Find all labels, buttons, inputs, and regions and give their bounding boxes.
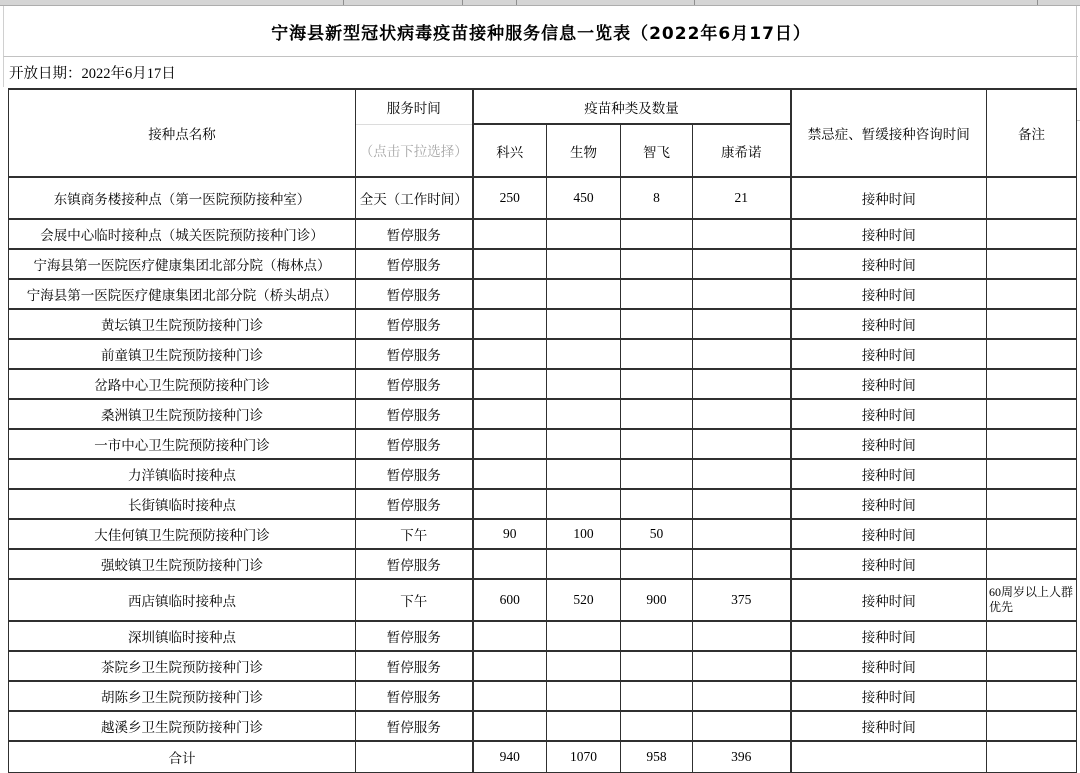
remark-cell	[987, 309, 1077, 339]
consult-time-link-cell[interactable]: 接种时间	[791, 681, 987, 711]
header-remark: 备注	[987, 89, 1077, 177]
zhifei-count-cell	[621, 249, 693, 279]
shengwu-count-cell	[547, 399, 621, 429]
service-time-dropdown-cell[interactable]: 暂停服务	[356, 399, 473, 429]
kexing-count-cell	[473, 459, 547, 489]
remark-cell	[987, 741, 1077, 773]
zhifei-count-cell: 900	[621, 579, 693, 621]
zhifei-count-cell	[621, 339, 693, 369]
remark-cell	[987, 621, 1077, 651]
service-time-dropdown-cell[interactable]: 全天（工作时间）	[356, 177, 473, 219]
gridline-tick	[516, 0, 517, 5]
kangxinuo-count-cell	[693, 459, 791, 489]
zhifei-count-cell	[621, 549, 693, 579]
consult-time-link-cell[interactable]: 接种时间	[791, 621, 987, 651]
table-row-total	[9, 741, 1077, 773]
zhifei-count-cell	[621, 621, 693, 651]
service-time-dropdown-cell[interactable]: 暂停服务	[356, 621, 473, 651]
site-name-cell: 宁海县第一医院医疗健康集团北部分院（桥头胡点）	[9, 279, 356, 309]
site-name-cell: 长街镇临时接种点	[9, 489, 356, 519]
table-row	[9, 519, 1077, 549]
site-name-cell: 西店镇临时接种点	[9, 579, 356, 621]
kexing-count-cell	[473, 429, 547, 459]
kexing-count-cell: 600	[473, 579, 547, 621]
service-time-dropdown-cell[interactable]: 暂停服务	[356, 651, 473, 681]
consult-time-link-cell[interactable]: 接种时间	[791, 489, 987, 519]
kangxinuo-count-cell: 375	[693, 579, 791, 621]
header-service-time: 服务时间	[356, 89, 473, 124]
service-time-dropdown-cell[interactable]: 暂停服务	[356, 549, 473, 579]
consult-time-link-cell[interactable]: 接种时间	[791, 429, 987, 459]
zhifei-count-cell: 8	[621, 177, 693, 219]
consult-time-link-cell[interactable]: 接种时间	[791, 519, 987, 549]
kexing-count-cell	[473, 249, 547, 279]
consult-time-link-cell[interactable]: 接种时间	[791, 219, 987, 249]
consult-time-link-cell[interactable]: 接种时间	[791, 249, 987, 279]
service-time-dropdown-cell[interactable]: 暂停服务	[356, 369, 473, 399]
gridline-tick	[694, 0, 695, 5]
remark-cell	[987, 219, 1077, 249]
consult-time-link-cell[interactable]: 接种时间	[791, 309, 987, 339]
header-vaccine-group: 疫苗种类及数量	[473, 89, 791, 124]
remark-cell	[987, 489, 1077, 519]
kangxinuo-count-cell	[693, 711, 791, 741]
remark-cell	[987, 177, 1077, 219]
remark-cell	[987, 369, 1077, 399]
remark-cell	[987, 399, 1077, 429]
shengwu-count-cell	[547, 489, 621, 519]
zhifei-count-cell	[621, 681, 693, 711]
kexing-count-cell: 940	[473, 741, 547, 773]
site-name-cell: 前童镇卫生院预防接种门诊	[9, 339, 356, 369]
table-row	[9, 399, 1077, 429]
site-name-cell: 胡陈乡卫生院预防接种门诊	[9, 681, 356, 711]
shengwu-count-cell	[547, 459, 621, 489]
header-vaccine-shengwu: 生物	[547, 124, 621, 177]
table-row	[9, 711, 1077, 741]
consult-time-link-cell[interactable]	[791, 741, 987, 773]
kangxinuo-count-cell: 21	[693, 177, 791, 219]
zhifei-count-cell	[621, 279, 693, 309]
shengwu-count-cell: 100	[547, 519, 621, 549]
zhifei-count-cell	[621, 219, 693, 249]
header-service-dropdown-hint: （点击下拉选择）	[356, 124, 473, 177]
table-row	[9, 339, 1077, 369]
table-row	[9, 621, 1077, 651]
zhifei-count-cell: 958	[621, 741, 693, 773]
service-time-dropdown-cell[interactable]: 暂停服务	[356, 429, 473, 459]
consult-time-link-cell[interactable]: 接种时间	[791, 651, 987, 681]
kangxinuo-count-cell	[693, 249, 791, 279]
kexing-count-cell	[473, 651, 547, 681]
table-row	[9, 681, 1077, 711]
table-row	[9, 459, 1077, 489]
shengwu-count-cell	[547, 339, 621, 369]
kangxinuo-count-cell	[693, 339, 791, 369]
kangxinuo-count-cell	[693, 429, 791, 459]
gridline-tick	[343, 0, 344, 5]
service-time-dropdown-cell[interactable]: 暂停服务	[356, 339, 473, 369]
kexing-count-cell	[473, 711, 547, 741]
service-time-dropdown-cell[interactable]: 下午	[356, 579, 473, 621]
consult-time-link-cell[interactable]: 接种时间	[791, 279, 987, 309]
service-time-dropdown-cell[interactable]: 暂停服务	[356, 309, 473, 339]
consult-time-link-cell[interactable]: 接种时间	[791, 459, 987, 489]
site-name-cell: 越溪乡卫生院预防接种门诊	[9, 711, 356, 741]
kangxinuo-count-cell	[693, 681, 791, 711]
service-time-dropdown-cell[interactable]: 暂停服务	[356, 219, 473, 249]
service-time-dropdown-cell[interactable]: 暂停服务	[356, 279, 473, 309]
vaccine-info-table	[8, 88, 1077, 773]
service-time-dropdown-cell[interactable]: 暂停服务	[356, 249, 473, 279]
consult-time-link-cell[interactable]: 接种时间	[791, 369, 987, 399]
kexing-count-cell	[473, 399, 547, 429]
shengwu-count-cell	[547, 621, 621, 651]
shengwu-count-cell: 520	[547, 579, 621, 621]
zhifei-count-cell	[621, 651, 693, 681]
site-name-cell: 东镇商务楼接种点（第一医院预防接种室）	[9, 177, 356, 219]
remark-cell	[987, 519, 1077, 549]
kangxinuo-count-cell	[693, 279, 791, 309]
zhifei-count-cell	[621, 711, 693, 741]
shengwu-count-cell	[547, 309, 621, 339]
site-name-cell: 黄坛镇卫生院预防接种门诊	[9, 309, 356, 339]
table-row	[9, 549, 1077, 579]
consult-time-link-cell[interactable]: 接种时间	[791, 549, 987, 579]
kexing-count-cell: 90	[473, 519, 547, 549]
gridline-tick	[462, 0, 463, 5]
table-row	[9, 249, 1077, 279]
header-row-top	[9, 89, 1077, 124]
consult-time-link-cell[interactable]: 接种时间	[791, 177, 987, 219]
header-vaccine-kexing: 科兴	[473, 124, 547, 177]
kangxinuo-count-cell	[693, 519, 791, 549]
header-site-name: 接种点名称	[9, 89, 356, 177]
service-time-dropdown-cell[interactable]: 暂停服务	[356, 711, 473, 741]
kexing-count-cell	[473, 309, 547, 339]
header-consult-time: 禁忌症、暂缓接种咨询时间	[791, 89, 987, 177]
kexing-count-cell	[473, 219, 547, 249]
remark-cell	[987, 249, 1077, 279]
kangxinuo-count-cell	[693, 549, 791, 579]
shengwu-count-cell: 450	[547, 177, 621, 219]
kangxinuo-count-cell	[693, 489, 791, 519]
kangxinuo-count-cell	[693, 621, 791, 651]
site-name-cell: 大佳何镇卫生院预防接种门诊	[9, 519, 356, 549]
zhifei-count-cell	[621, 429, 693, 459]
kexing-count-cell	[473, 621, 547, 651]
site-name-cell: 一市中心卫生院预防接种门诊	[9, 429, 356, 459]
table-row	[9, 429, 1077, 459]
shengwu-count-cell	[547, 549, 621, 579]
kexing-count-cell: 250	[473, 177, 547, 219]
gridline-tick	[1037, 0, 1038, 5]
site-name-cell: 合计	[9, 741, 356, 773]
header-vaccine-kangxinuo: 康希诺	[693, 124, 791, 177]
table-row	[9, 579, 1077, 621]
table-row	[9, 369, 1077, 399]
table-body	[9, 177, 1077, 773]
table-row	[9, 651, 1077, 681]
service-time-dropdown-cell[interactable]: 暂停服务	[356, 681, 473, 711]
shengwu-count-cell	[547, 651, 621, 681]
remark-cell: 60周岁以上人群优先	[987, 579, 1077, 621]
service-time-dropdown-cell[interactable]: 下午	[356, 519, 473, 549]
title-band	[3, 6, 1078, 57]
table-row	[9, 489, 1077, 519]
kangxinuo-count-cell	[693, 309, 791, 339]
site-name-cell: 宁海县第一医院医疗健康集团北部分院（梅林点）	[9, 249, 356, 279]
shengwu-count-cell	[547, 369, 621, 399]
site-name-cell: 桑洲镇卫生院预防接种门诊	[9, 399, 356, 429]
service-time-dropdown-cell[interactable]	[356, 741, 473, 773]
remark-cell	[987, 651, 1077, 681]
kexing-count-cell	[473, 279, 547, 309]
site-name-cell: 强蛟镇卫生院预防接种门诊	[9, 549, 356, 579]
kexing-count-cell	[473, 681, 547, 711]
shengwu-count-cell	[547, 219, 621, 249]
table-row	[9, 219, 1077, 249]
service-time-dropdown-cell[interactable]: 暂停服务	[356, 489, 473, 519]
remark-cell	[987, 279, 1077, 309]
table-row	[9, 279, 1077, 309]
zhifei-count-cell	[621, 309, 693, 339]
kangxinuo-count-cell	[693, 399, 791, 429]
site-name-cell: 茶院乡卫生院预防接种门诊	[9, 651, 356, 681]
consult-time-link-cell[interactable]: 接种时间	[791, 579, 987, 621]
consult-time-link-cell[interactable]: 接种时间	[791, 711, 987, 741]
table-row	[9, 309, 1077, 339]
zhifei-count-cell: 50	[621, 519, 693, 549]
shengwu-count-cell	[547, 279, 621, 309]
kangxinuo-count-cell	[693, 219, 791, 249]
zhifei-count-cell	[621, 489, 693, 519]
table-row	[9, 177, 1077, 219]
kangxinuo-count-cell: 396	[693, 741, 791, 773]
remark-cell	[987, 711, 1077, 741]
kexing-count-cell	[473, 369, 547, 399]
zhifei-count-cell	[621, 369, 693, 399]
shengwu-count-cell	[547, 429, 621, 459]
remark-cell	[987, 681, 1077, 711]
header-vaccine-zhifei: 智飞	[621, 124, 693, 177]
kexing-count-cell	[473, 489, 547, 519]
site-name-cell: 力洋镇临时接种点	[9, 459, 356, 489]
shengwu-count-cell: 1070	[547, 741, 621, 773]
service-time-dropdown-cell[interactable]: 暂停服务	[356, 459, 473, 489]
zhifei-count-cell	[621, 459, 693, 489]
shengwu-count-cell	[547, 681, 621, 711]
kexing-count-cell	[473, 549, 547, 579]
site-name-cell: 岔路中心卫生院预防接种门诊	[9, 369, 356, 399]
page-title: 宁海县新型冠状病毒疫苗接种服务信息一览表（2022年6月17日）	[271, 23, 811, 44]
kangxinuo-count-cell	[693, 369, 791, 399]
kangxinuo-count-cell	[693, 651, 791, 681]
site-name-cell: 会展中心临时接种点（城关医院预防接种门诊）	[9, 219, 356, 249]
remark-cell	[987, 429, 1077, 459]
open-date-label: 开放日期：2022年6月17日	[3, 57, 1077, 87]
shengwu-count-cell	[547, 711, 621, 741]
site-name-cell: 深圳镇临时接种点	[9, 621, 356, 651]
remark-cell	[987, 339, 1077, 369]
remark-cell	[987, 459, 1077, 489]
shengwu-count-cell	[547, 249, 621, 279]
remark-cell	[987, 549, 1077, 579]
zhifei-count-cell	[621, 399, 693, 429]
consult-time-link-cell[interactable]: 接种时间	[791, 399, 987, 429]
kexing-count-cell	[473, 339, 547, 369]
consult-time-link-cell[interactable]: 接种时间	[791, 339, 987, 369]
